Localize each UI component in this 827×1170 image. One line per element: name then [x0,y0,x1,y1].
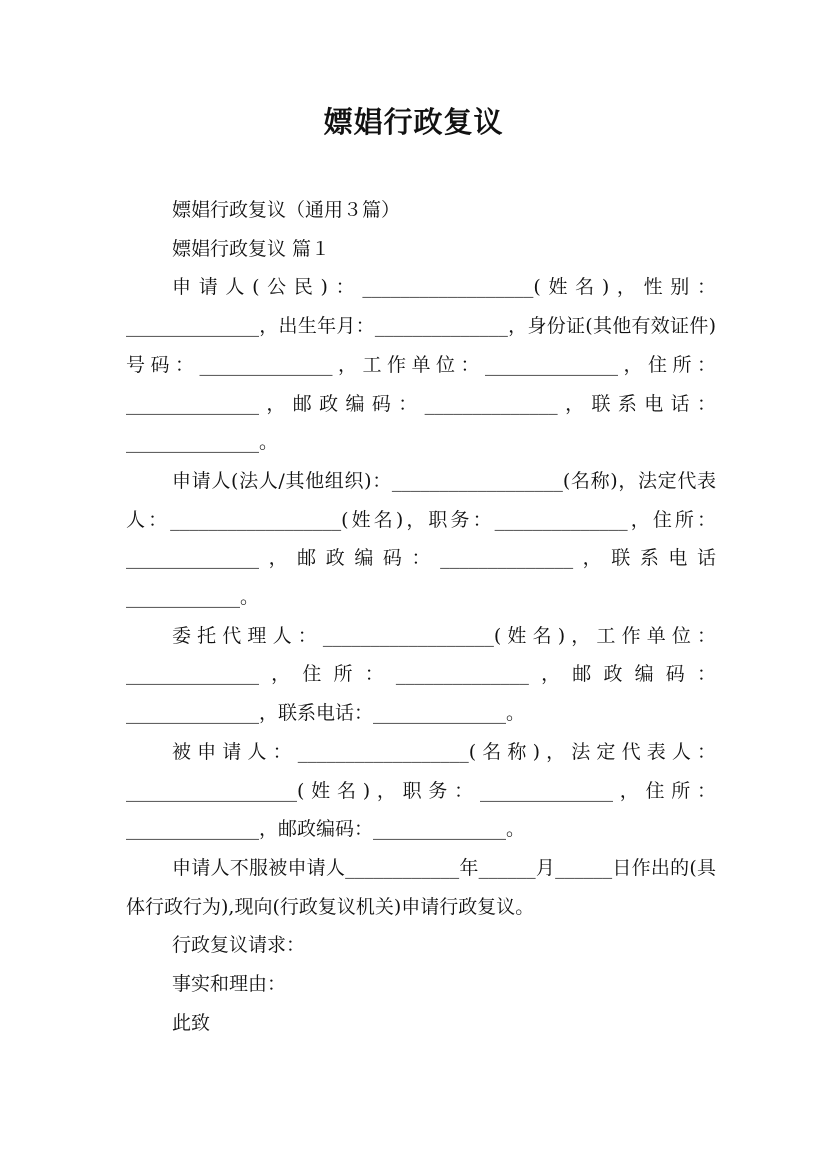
paragraph-applicant-citizen: 申请人(公民)：__________________(姓名)，性别：______________，出生年月：______________，身份证(其他有效证件)号码：______________，工作单位：______________，住所：______________，邮政编码：______________，联系电话：______________。 [126,276,716,454]
paragraph-section-heading: 嫖娼行政复议 篇１ [172,237,331,260]
document-title: 嫖娼行政复议 [323,105,504,139]
paragraph-request-statement: 申请人不服被申请人____________年______月______日作出的(具体行政行为),现向(行政复议机关)申请行政复议。 [126,856,716,918]
paragraph-agent: 委托代理人：__________________(姓名)，工作单位：______________，住所：______________，邮政编码：______________，联系电话：______________。 [126,624,716,725]
document-body [126,191,716,1042]
paragraph-closing: 此致 [172,1011,211,1034]
paragraph-review-requests: 行政复议请求： [172,934,306,957]
paragraph-subtitle: 嫖娼行政复议（通用３篇） [172,199,401,221]
paragraph-applicant-organization: 申请人(法人/其他组织)：__________________(名称)，法定代表人：__________________(姓名)，职务：______________，住所：______________，邮政编码：______________，联系电话____________。 [126,469,716,609]
paragraph-facts-reasons: 事实和理由： [172,973,287,996]
paragraph-respondent: 被申请人：__________________(名称)，法定代表人：__________________(姓名)，职务：______________，住所：______________，邮政编码：______________。 [126,740,716,841]
